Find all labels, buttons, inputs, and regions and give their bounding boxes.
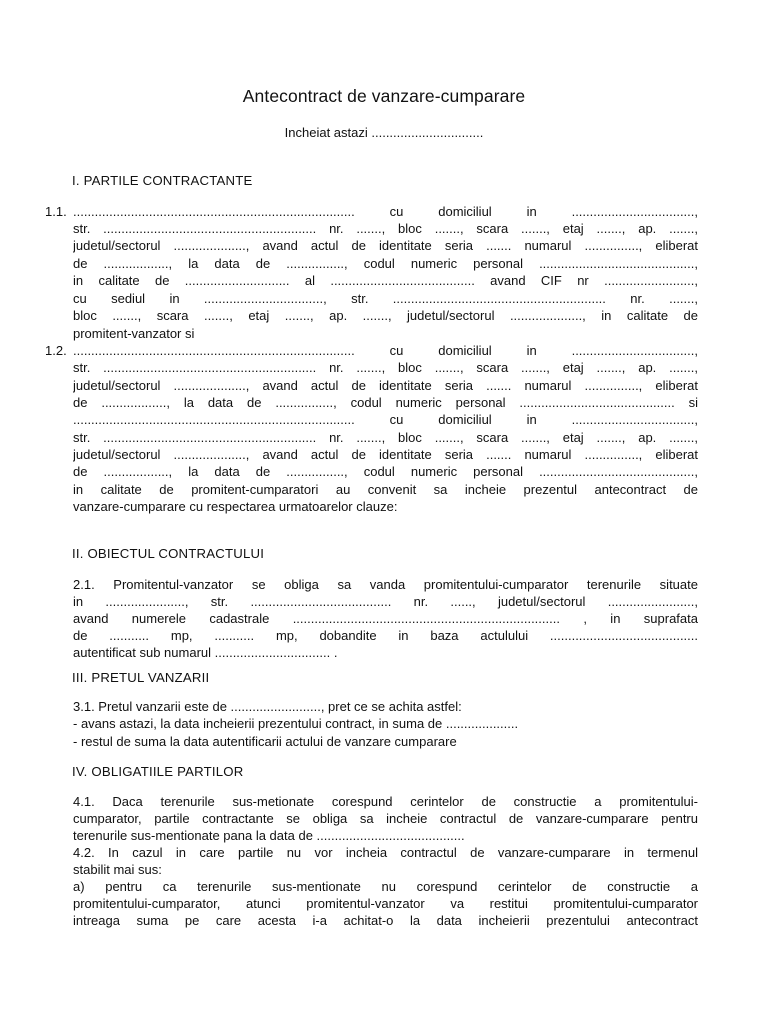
text-line: autentificat sub numarul ................................ . [73,645,338,660]
section-heading-parties: I. PARTILE CONTRACTANTE [72,173,253,188]
text-line: 2.1. Promitentul-vanzator se obliga sa vanda promitentului-cumparator terenurile situate [73,577,698,592]
text-line: cu sediul in ................................., str. ........................................................... nr. ......., [73,291,698,306]
text-line: in calitate de ............................. al ........................................ avand CIF nr ........................., [73,273,698,288]
text-line: avand numerele cadastrale .......................................................................... , in suprafata [73,611,698,626]
text-line: - restul de suma la data autentificarii actului de vanzare cumparare [73,734,457,749]
text-line: str. ........................................................... nr. ......., bloc ......., scara ......., etaj ......., ap. ......., [73,360,698,375]
text-line: intreaga suma pe care acesta i-a achitat-o la data incheierii prezentului antecontract [73,913,698,928]
clause-number-1-2: 1.2. [45,343,67,358]
text-line: 4.2. In cazul in care partile nu vor incheia contractul de vanzare-cumparare in termenul [73,845,698,860]
document-date-line: Incheiat astazi ............................... [284,125,484,140]
section-heading-obligations: IV. OBLIGATIILE PARTILOR [72,764,244,779]
text-line: stabilit mai sus: [73,862,162,877]
text-line: .............................................................................. cu domiciliul in .................................., [73,412,698,427]
text-line: terenurile sus-mentionate pana la data de ......................................... [73,828,465,843]
text-line: str. ........................................................... nr. ......., bloc ......., scara ......., etaj ......., ap. ......., [73,430,698,445]
clause-number-1-1: 1.1. [45,204,67,219]
text-line: de .................., la data de ................, codul numeric personal ..........................................., [73,256,698,271]
text-line: in ......................, str. ....................................... nr. ......, judetul/sectorul ........................, [73,594,698,609]
text-line: vanzare-cumparare cu respectarea urmatoarelor clauze: [73,499,398,514]
text-line: de .................., la data de ................, codul numeric personal ........................................... si [73,395,698,410]
text-line: cumparator, partile contractante se obliga sa incheie contractul de vanzare-cumparare pentru [73,811,698,826]
text-line: promitent-vanzator si [73,326,195,341]
text-line: 4.1. Daca terenurile sus-metionate corespund cerintelor de constructie a promitentului- [73,794,698,809]
text-line: judetul/sectorul ...................., avand actul de identitate seria ....... numarul ..............., eliberat [73,378,698,393]
text-line: 3.1. Pretul vanzarii este de ........................., pret ce se achita astfel: [73,699,462,714]
text-line: - avans astazi, la data incheierii prezentului contract, in suma de .................... [73,716,519,731]
text-line: de ........... mp, ........... mp, dobandite in baza actulului ......................................... [73,628,698,643]
text-line: judetul/sectorul ...................., avand actul de identitate seria ....... numarul ..............., eliberat [73,238,698,253]
text-line: .............................................................................. cu domiciliul in .................................., [73,343,698,358]
text-line: promitentului-cumparator, atunci promitentul-vanzator va restitui promitentului-cumparator [73,896,698,911]
text-line: str. ........................................................... nr. ......., bloc ......., scara ......., etaj ......., ap. ......., [73,221,698,236]
text-line: a) pentru ca terenurile sus-mentionate nu corespund cerintelor de constructie a [73,879,698,894]
text-line: de .................., la data de ................, codul numeric personal ..........................................., [73,464,698,479]
section-heading-price: III. PRETUL VANZARII [72,670,210,685]
text-line: bloc ......., scara ......., etaj ......., ap. ......., judetul/sectorul ...................., in calitate de [73,308,698,323]
text-line: .............................................................................. cu domiciliul in .................................., [73,204,698,219]
text-line: judetul/sectorul ...................., avand actul de identitate seria ....... numarul ..............., eliberat [73,447,698,462]
document-title: Antecontract de vanzare-cumparare [242,86,526,106]
text-line: in calitate de promitent-cumparatori au convenit sa incheie prezentul antecontract de [73,482,698,497]
section-heading-object: II. OBIECTUL CONTRACTULUI [72,546,265,561]
